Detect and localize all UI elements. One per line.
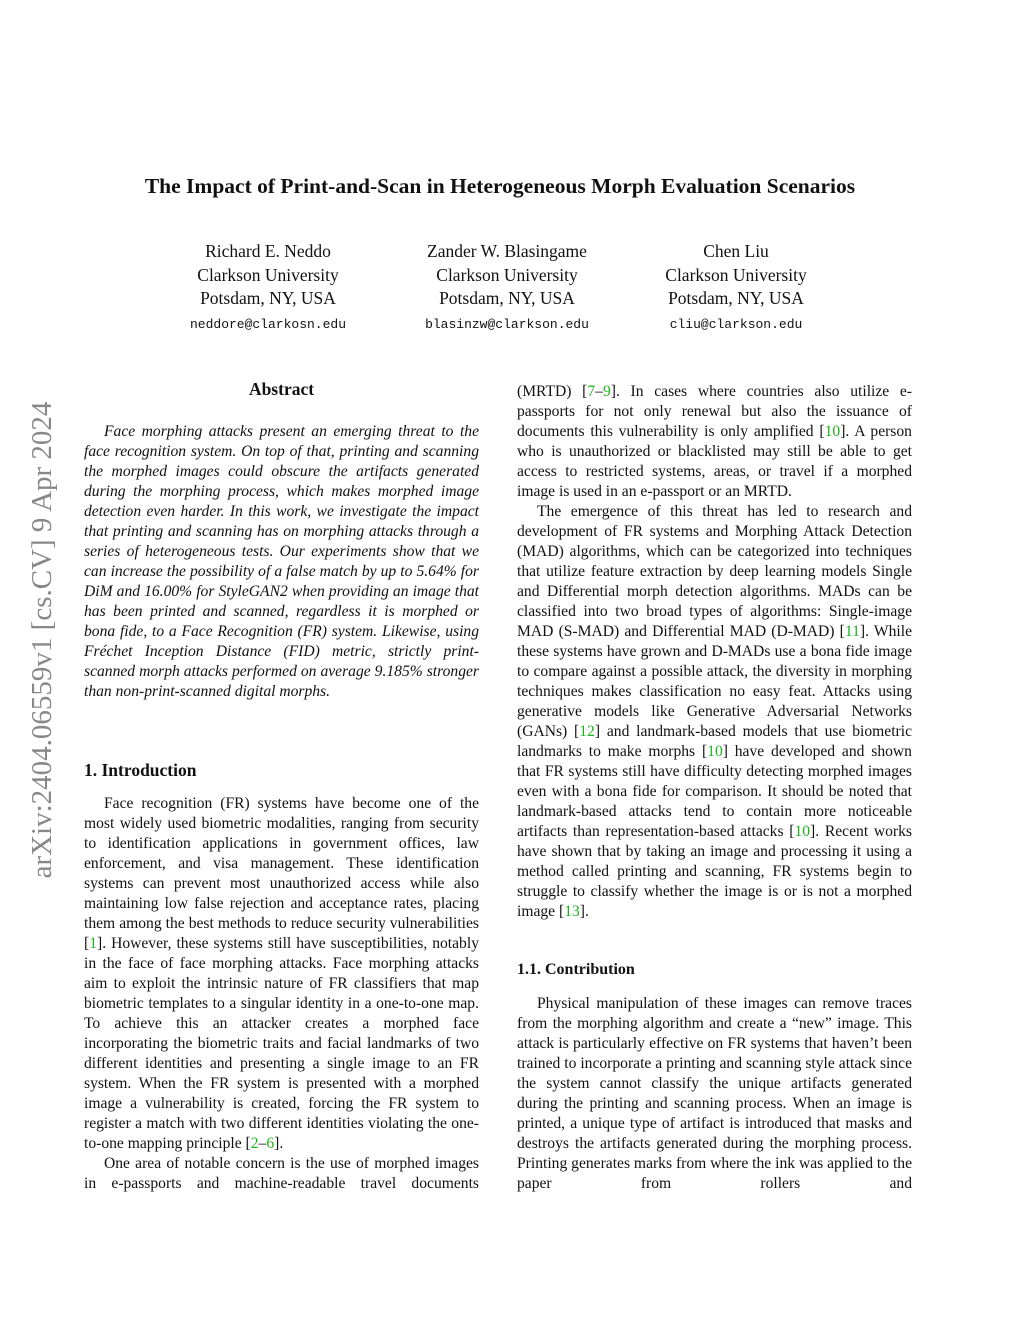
text-run: (MRTD) [	[517, 383, 588, 400]
citation-link[interactable]: 10	[794, 823, 811, 840]
introduction-left-body	[84, 794, 479, 1194]
introduction-right-body	[517, 382, 912, 922]
arxiv-identifier: arXiv:2404.06559v1 [cs.CV] 9 Apr 2024	[26, 401, 58, 879]
author-name: Richard E. Neddo	[205, 241, 331, 261]
text-run: One area of notable concern is the use of morphed images in e-passports and machine-readable travel documents	[84, 1155, 479, 1192]
paragraph	[517, 502, 912, 922]
author-location: Potsdam, NY, USA	[668, 288, 804, 308]
author-location: Potsdam, NY, USA	[439, 288, 575, 308]
contribution-body	[517, 994, 912, 1194]
text-run: –	[258, 1135, 267, 1152]
citation-link[interactable]: 6	[266, 1135, 275, 1152]
text-run: Face recognition (FR) systems have become one of the most widely used biometric modalities, ranging from security to identification applications in government offices, law enforcement, and visa management. These identification systems can prevent most unauthorized access while also maintaining low false rejection and acceptance rates, placing them among the best methods to reduce security vulnerabilities [	[84, 795, 479, 952]
citation-link[interactable]: 12	[579, 723, 595, 740]
citation-link[interactable]: 10	[824, 423, 841, 440]
introduction-heading: 1. Introduction	[84, 760, 197, 780]
text-run: ]. However, these systems still have susceptibilities, notably in the face of face morphing attacks. Face morphing attacks aim to exploit the intrinsic nature of FR classifiers that map biometric templates to a singular identity in a one-to-one map. To achieve this an attacker creates a morphed face incorporating the biometric traits and facial landmarks of two different identities and presenting a single image to an FR system. When the FR system is presented with a morphed image a vulnerability is created, forcing the FR system to register a match with two different identities violating the one-to-one mapping principle [	[84, 935, 479, 1152]
citation-link[interactable]: 7	[587, 383, 596, 400]
text-run: The emergence of this threat has led to research and development of FR systems and Morphing Attack Detection (MAD) algorithms, which can be categorized into techniques that utilize feature extraction by deep learning models Single and Differential morph detection algorithms. MADs can be classified into two broad types of algorithms: Single-image MAD (S-MAD) and Differential MAD (D-MAD) [	[517, 503, 912, 640]
text-run: ].	[579, 903, 589, 920]
text-run: ]. A person who is unauthorized or blacklisted may still be able to get access to restricted systems, areas, or travel if a morphed image is used in an e-passport or an MRTD.	[517, 423, 912, 500]
text-run: ].	[274, 1135, 284, 1152]
text-run: ]. While these systems have grown and D-MADs use a bona fide image to compare against a possible attack, the diversity in morphing techniques makes classification no easy feat. Attacks using generative models like Generative Adversarial Networks (GANs) [	[517, 623, 912, 740]
abstract-heading: Abstract	[248, 379, 315, 399]
text-run: Physical manipulation of these images can remove traces from the morphing algorithm and create a “new” image. This attack is particularly effective on FR systems that haven’t been trained to incorporate a printing and scanning style attack since the system cannot classify the unique artifacts generated during the printing and scanning process. When an image is printed, a unique type of artifact is introduced that masks and destroys the artifacts generated during the morphing process. Printing generates marks from where the ink was applied to the paper from rollers and	[517, 995, 912, 1192]
author-affiliation: Clarkson University	[436, 264, 578, 285]
citation-link[interactable]: 2	[250, 1135, 259, 1152]
paragraph	[517, 994, 912, 1194]
author-location: Potsdam, NY, USA	[200, 288, 336, 308]
author-block	[143, 240, 393, 336]
text-run: ] have developed and shown that FR systems still have difficulty detecting morphed images even with a bona fide for comparison. It should be noted that landmark-based attacks tend to contain more noticeable artifacts than representation-based attacks [	[517, 743, 912, 840]
author-block	[611, 240, 861, 336]
paragraph	[517, 382, 912, 502]
citation-link[interactable]: 11	[844, 623, 860, 640]
author-block	[382, 240, 632, 336]
text-run: ]. Recent works have shown that by taking an image and processing it using a method called printing and scanning, FR systems begin to struggle to classify whether the image is or is not a morphed image [	[517, 823, 912, 920]
text-run: –	[595, 383, 603, 400]
abstract-text: Face morphing attacks present an emerging threat to the face recognition system. On top of that, printing and scanning the morphed images could obscure the artifacts generated during the morphing process, which makes morphed image detection even harder. In this work, we investigate the impact that printing and scanning has on morphing attacks through a series of heterogeneous tests. Our experiments show that we can increase the possibility of a false match by up to 5.64% for DiM and 16.00% for StyleGAN2 when providing an image that has been printed and scanned, regardless it is morphed or bona fide, to a Face Recognition (FR) system. Likewise, using Fréchet Inception Distance (FID) metric, strictly print-scanned morph attacks performed on average 9.185% stronger than non-print-scanned digital morphs.	[84, 423, 479, 700]
text-run: ] and landmark-based models that use biometric landmarks to make morphs [	[517, 723, 912, 760]
author-name: Chen Liu	[703, 241, 769, 261]
author-email[interactable]: cliu@clarkson.edu	[669, 316, 803, 332]
author-affiliation: Clarkson University	[197, 264, 339, 285]
author-affiliation: Clarkson University	[665, 264, 807, 285]
citation-link[interactable]: 1	[89, 935, 97, 952]
text-run: ]. In cases where countries also utilize e-passports for not only renewal but also the issuance of documents this vulnerability is only amplified [	[517, 383, 913, 440]
contribution-heading: 1.1. Contribution	[517, 961, 635, 978]
citation-link[interactable]: 9	[602, 383, 611, 400]
author-email[interactable]: blasinzw@clarkson.edu	[425, 316, 589, 332]
paragraph	[84, 794, 479, 1154]
paper-title: The Impact of Print-and-Scan in Heterogeneous Morph Evaluation Scenarios	[144, 174, 856, 198]
abstract-body	[84, 422, 479, 702]
citation-link[interactable]: 10	[707, 743, 723, 760]
author-email[interactable]: neddore@clarkosn.edu	[189, 316, 347, 332]
citation-link[interactable]: 13	[564, 903, 580, 920]
author-name: Zander W. Blasingame	[427, 241, 587, 261]
paragraph	[84, 1154, 479, 1194]
